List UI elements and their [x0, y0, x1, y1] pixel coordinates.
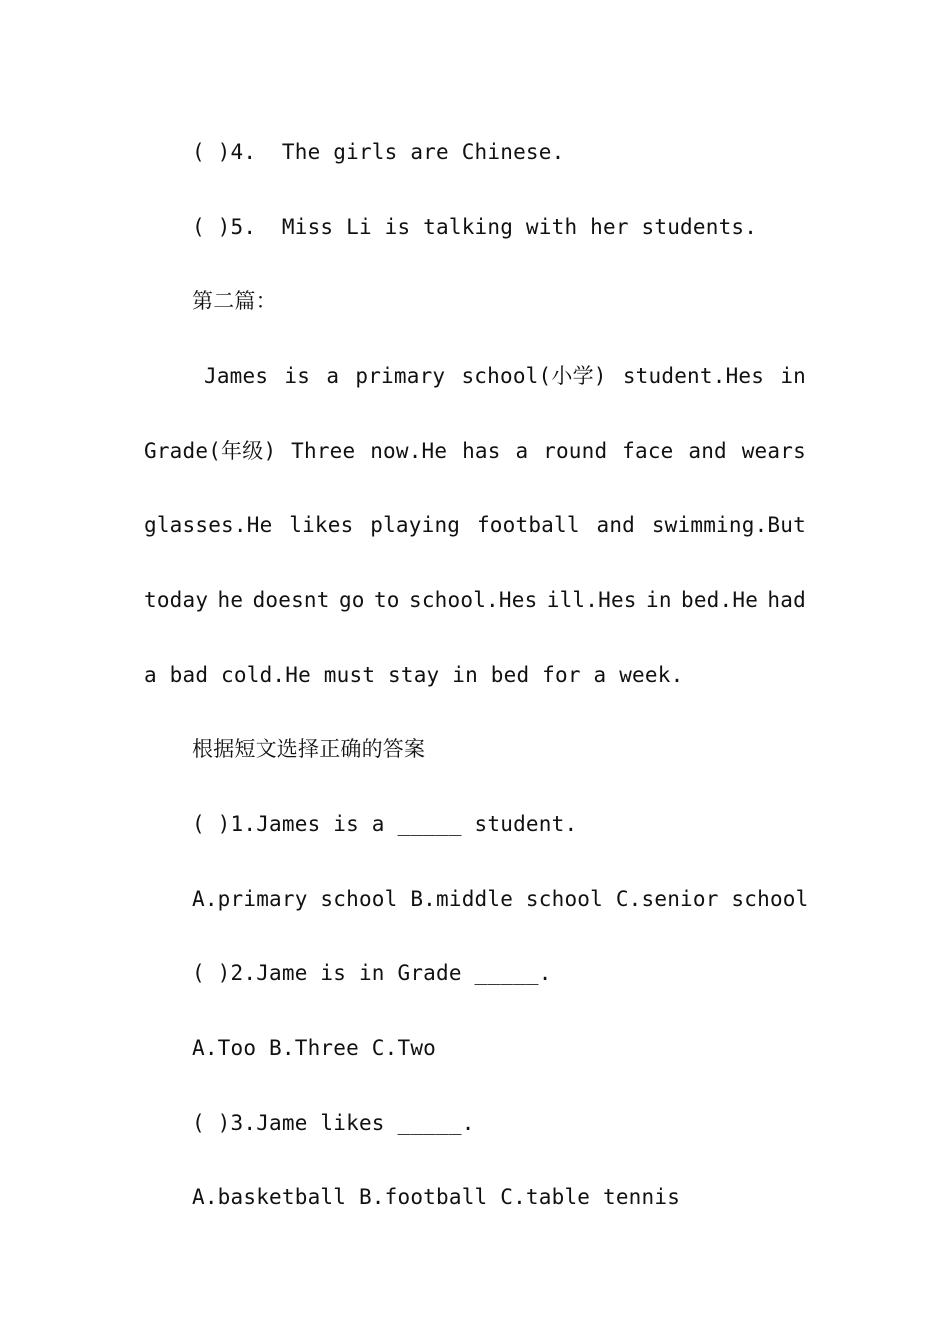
passage-word: wears	[741, 439, 806, 463]
question-5: ( )5. Miss Li is talking with her students.	[192, 215, 758, 239]
passage-word: has	[462, 439, 501, 463]
passage-word: and	[688, 439, 727, 463]
question-3-stem: ( )3.Jame likes _____.	[192, 1111, 475, 1135]
passage-word: in	[645, 588, 672, 612]
passage-word: and	[596, 513, 636, 537]
passage-word: is	[284, 364, 311, 388]
passage-word: a	[326, 364, 340, 388]
question-1-options: A.primary school B.middle school C.senior school	[192, 887, 809, 911]
passage-word: student.Hes	[622, 364, 765, 388]
passage-word: now.He	[370, 439, 448, 463]
passage-line-2	[144, 436, 806, 466]
passage-word: likes	[289, 513, 354, 537]
passage-word: swimming.But	[651, 513, 806, 537]
passage-word: in	[780, 364, 806, 388]
passage-word: Grade(年级)	[144, 439, 277, 463]
question-4: ( )4. The girls are Chinese.	[192, 140, 565, 164]
passage-line-1	[144, 361, 806, 391]
passage-word: football	[476, 513, 580, 537]
passage-word: face	[622, 439, 674, 463]
passage-word: to	[373, 588, 400, 612]
passage-word: round	[543, 439, 608, 463]
passage-word: Three	[291, 439, 356, 463]
passage-word: ill.Hes	[546, 588, 637, 612]
passage-word: primary	[355, 364, 446, 388]
question-2-options: A.Too B.Three C.Two	[192, 1036, 437, 1060]
passage-word: glasses.He	[144, 513, 273, 537]
passage-line-3	[144, 510, 806, 540]
passage-line-5: a bad cold.He must stay in bed for a week.	[144, 663, 684, 687]
passage-word: today	[144, 588, 209, 612]
passage-line-4	[144, 585, 806, 615]
passage-word: had	[767, 588, 806, 612]
passage-word: playing	[370, 513, 461, 537]
passage-word: James	[204, 364, 269, 388]
question-1-stem: ( )1.James is a _____ student.	[192, 812, 578, 836]
passage-word: doesnt	[252, 588, 330, 612]
instruction: 根据短文选择正确的答案	[192, 737, 426, 761]
passage-word: a	[515, 439, 529, 463]
passage-word: bed.He	[681, 588, 759, 612]
passage-word: school(小学)	[461, 364, 607, 388]
passage-word: go	[338, 588, 365, 612]
passage-word: he	[217, 588, 244, 612]
question-3-options: A.basketball B.football C.table tennis	[192, 1185, 681, 1209]
passage-word: school.Hes	[408, 588, 538, 612]
question-2-stem: ( )2.Jame is in Grade _____.	[192, 961, 552, 985]
section-heading: 第二篇：	[192, 289, 277, 313]
